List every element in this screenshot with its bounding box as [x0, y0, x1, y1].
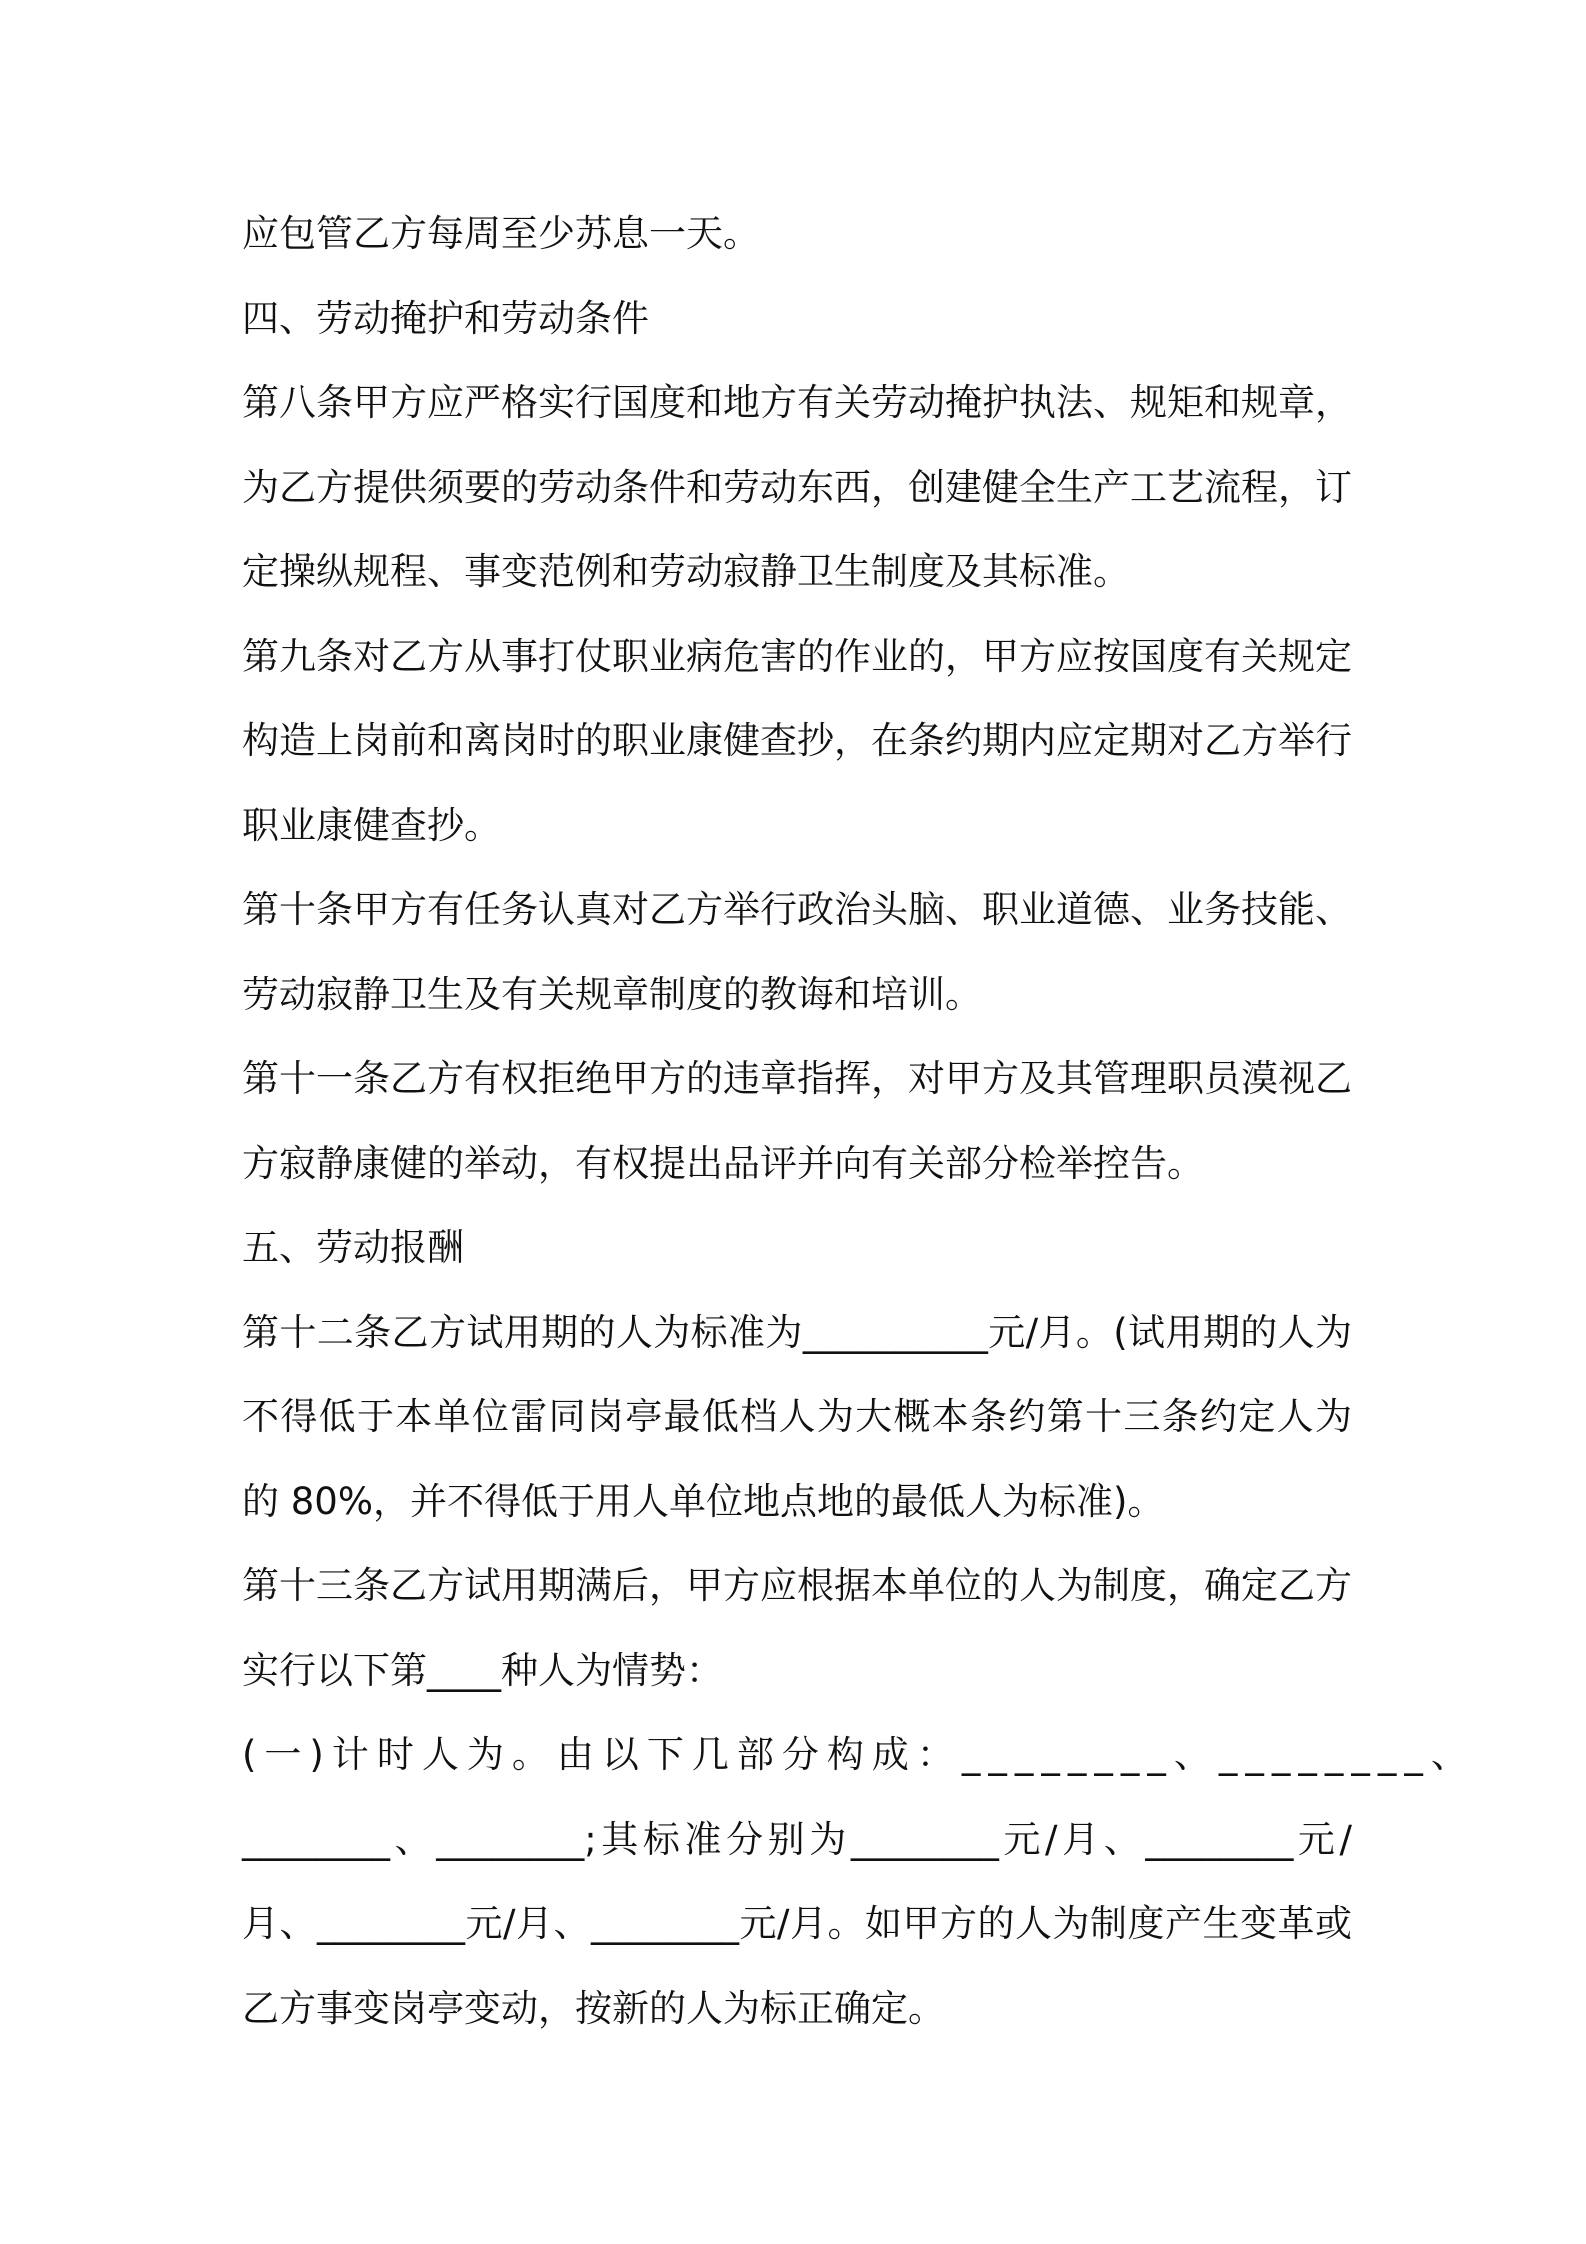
paragraph-line-21: 月、________元/月、________元/月。如甲方的人为制度产生变革或: [242, 1902, 1352, 1945]
paragraph-line-1: 应包管乙方每周至少苏息一天。: [242, 212, 760, 255]
paragraph-line-10: 劳动寂静卫生及有关规章制度的教诲和培训。: [242, 972, 982, 1016]
paragraph-line-14: 第十二条乙方试用期的人为标准为__________元/月。(试用期的人为: [242, 1310, 1352, 1354]
paragraph-line-5: 定操纵规程、事变范例和劳动寂静卫生制度及其标准。: [242, 550, 1130, 593]
paragraph-line-17: 第十三条乙方试用期满后，甲方应根据本单位的人为制度，确定乙方: [242, 1564, 1352, 1607]
document-body: [242, 192, 1476, 2051]
section-heading-4: 四、劳动掩护和劳动条件: [242, 296, 649, 340]
paragraph-line-8: 职业康健查抄。: [242, 803, 501, 847]
paragraph-line-22: 乙方事变岗亭变动，按新的人为标正确定。: [242, 1986, 945, 2030]
paragraph-line-20: ________、________;其标准分别为________元/月、________元/: [242, 1817, 1352, 1861]
paragraph-line-16: 的 80%，并不得低于用人单位地点地的最低人为标准)。: [242, 1479, 1165, 1523]
paragraph-line-11: 第十一条乙方有权拒绝甲方的违章指挥，对甲方及其管理职员漠视乙: [242, 1057, 1352, 1100]
section-heading-5: 五、劳动报酬: [242, 1226, 464, 1269]
paragraph-line-12: 方寂静康健的举动，有权提出品评并向有关部分检举控告。: [242, 1141, 1204, 1185]
paragraph-line-15: 不得低于本单位雷同岗亭最低档人为大概本条约第十三条约定人为: [242, 1395, 1352, 1438]
paragraph-line-9: 第十条甲方有任务认真对乙方举行政治头脑、职业道德、业务技能、: [242, 888, 1352, 931]
paragraph-line-6: 第九条对乙方从事打仗职业病危害的作业的，甲方应按国度有关规定: [242, 634, 1352, 678]
paragraph-line-4: 为乙方提供须要的劳动条件和劳动东西，创建健全生产工艺流程，订: [242, 465, 1352, 509]
paragraph-line-7: 构造上岗前和离岗时的职业康健查抄，在条约期内应定期对乙方举行: [242, 719, 1352, 762]
paragraph-line-3: 第八条甲方应严格实行国度和地方有关劳动掩护执法、规矩和规章，: [242, 381, 1352, 424]
paragraph-line-18: 实行以下第____种人为情势：: [242, 1648, 723, 1692]
paragraph-line-19: (一)计时人为。由以下几部分构成：________、________、: [242, 1733, 1476, 1776]
